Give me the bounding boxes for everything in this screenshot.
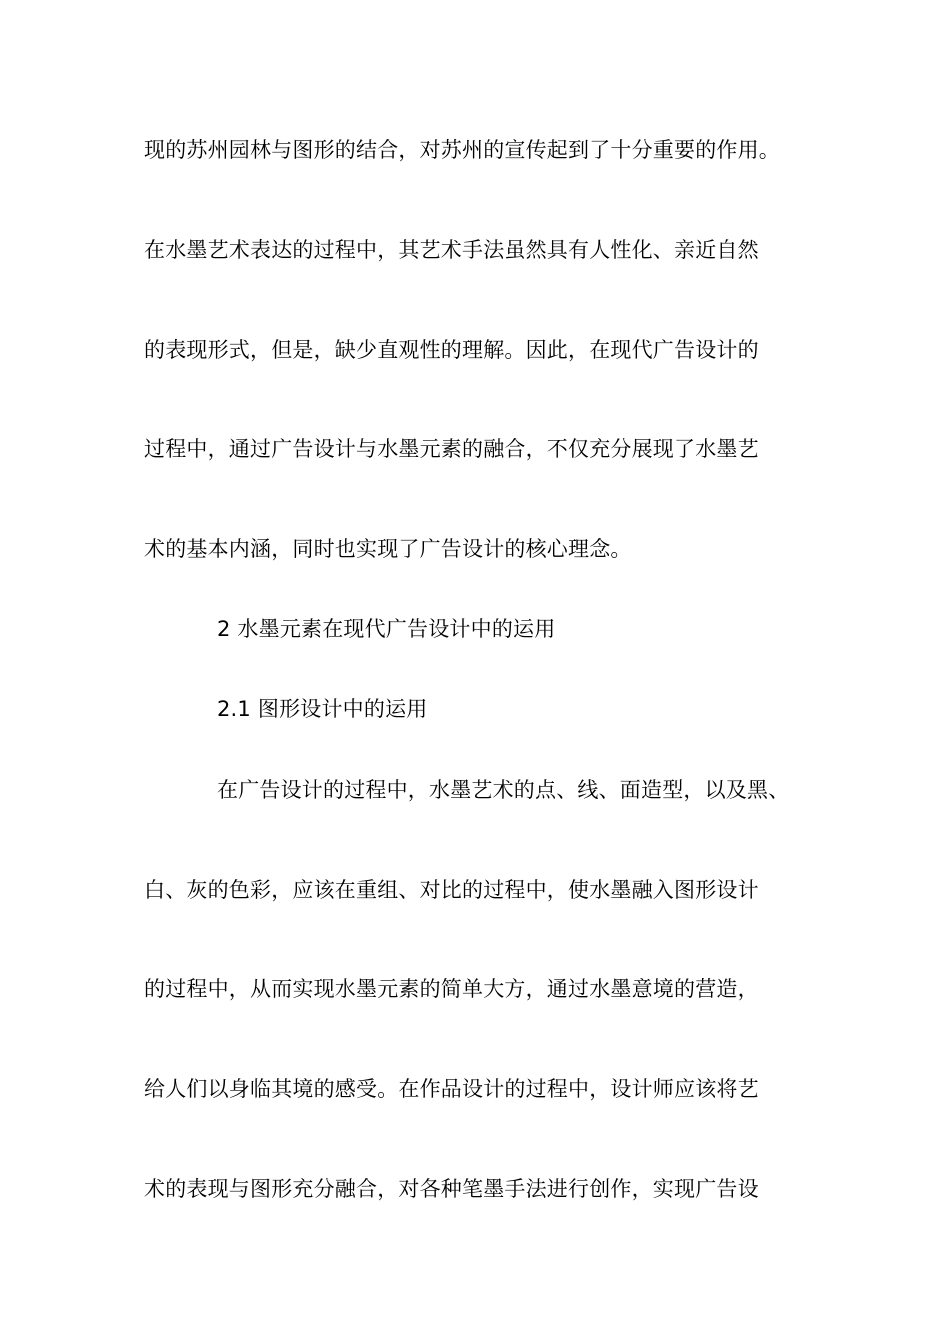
paragraph-line: 过程中，通过广告设计与水墨元素的融合，不仅充分展现了水墨艺 — [144, 437, 759, 461]
paragraph-line: 给人们以身临其境的感受。在作品设计的过程中，设计师应该将艺 — [144, 1077, 759, 1101]
subsection-heading: 2.1 图形设计中的运用 — [217, 697, 428, 721]
paragraph-line: 现的苏州园林与图形的结合，对苏州的宣传起到了十分重要的作用。 — [144, 138, 780, 162]
paragraph-line: 白、灰的色彩，应该在重组、对比的过程中，使水墨融入图形设计 — [144, 878, 759, 902]
paragraph-line: 的表现形式，但是，缺少直观性的理解。因此，在现代广告设计的 — [144, 338, 759, 362]
paragraph-line: 术的基本内涵，同时也实现了广告设计的核心理念。 — [144, 537, 632, 561]
paragraph-line: 在水墨艺术表达的过程中，其艺术手法虽然具有人性化、亲近自然 — [144, 238, 759, 262]
paragraph-line: 在广告设计的过程中，水墨艺术的点、线、面造型，以及黑、 — [217, 778, 790, 802]
paragraph-line: 术的表现与图形充分融合，对各种笔墨手法进行创作，实现广告设 — [144, 1177, 759, 1201]
paragraph-line: 的过程中，从而实现水墨元素的简单大方，通过水墨意境的营造， — [144, 977, 759, 1001]
section-heading: 2 水墨元素在现代广告设计中的运用 — [217, 617, 556, 641]
